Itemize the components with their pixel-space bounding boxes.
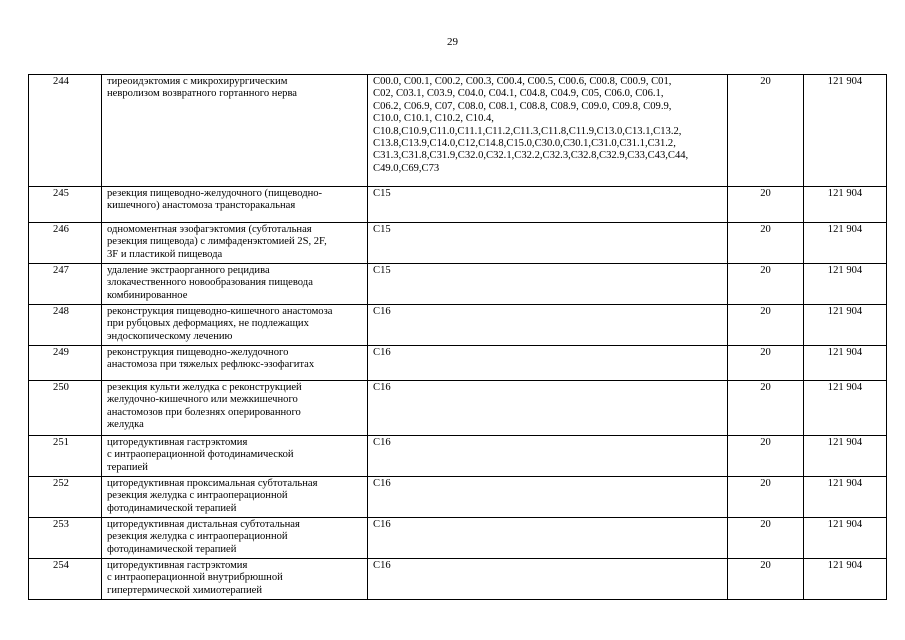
row-number: 250 — [29, 381, 102, 436]
row-number: 249 — [29, 346, 102, 381]
quantity-cell: 20 — [728, 264, 804, 305]
quantity-cell: 20 — [728, 75, 804, 187]
procedure-name: циторедуктивная гастрэктомия с интраоперационной фотодинамической терапией — [102, 436, 368, 477]
procedure-name: циторедуктивная гастрэктомия с интраоперационной внутрибрюшной гипертермической химиотерапией — [102, 559, 368, 600]
table-row — [29, 305, 887, 346]
quantity-cell: 20 — [728, 305, 804, 346]
price-cell: 121 904 — [804, 436, 887, 477]
procedure-name: реконструкция пищеводно-желудочного анастомоза при тяжелых рефлюкс-эзофагитах — [102, 346, 368, 381]
diagnosis-codes: C15 — [368, 223, 728, 264]
procedure-name: резекция культи желудка с реконструкцией желудочно-кишечного или межкишечного анастомозов при болезнях оперированного желудка — [102, 381, 368, 436]
table-row — [29, 223, 887, 264]
table-row — [29, 518, 887, 559]
row-number: 252 — [29, 477, 102, 518]
row-number: 254 — [29, 559, 102, 600]
price-cell: 121 904 — [804, 559, 887, 600]
row-number: 251 — [29, 436, 102, 477]
price-cell: 121 904 — [804, 518, 887, 559]
quantity-cell: 20 — [728, 477, 804, 518]
table-row — [29, 436, 887, 477]
table-row — [29, 381, 887, 436]
quantity-cell: 20 — [728, 223, 804, 264]
row-number: 253 — [29, 518, 102, 559]
table-row — [29, 187, 887, 223]
row-number: 245 — [29, 187, 102, 223]
procedure-name: тиреоидэктомия с микрохирургическим невролизом возвратного гортанного нерва — [102, 75, 368, 187]
quantity-cell: 20 — [728, 518, 804, 559]
price-cell: 121 904 — [804, 346, 887, 381]
procedure-name: резекция пищеводно-желудочного (пищеводно- кишечного) анастомоза трансторакальная — [102, 187, 368, 223]
procedure-name: удаление экстраорганного рецидива злокачественного новообразования пищевода комбинированное — [102, 264, 368, 305]
row-number: 244 — [29, 75, 102, 187]
diagnosis-codes: C16 — [368, 477, 728, 518]
procedure-name: одномоментная эзофагэктомия (субтотальная резекция пищевода) с лимфаденэктомией 2S, 2F, 3F и пластикой пищевода — [102, 223, 368, 264]
diagnosis-codes: C15 — [368, 264, 728, 305]
price-cell: 121 904 — [804, 75, 887, 187]
table-row — [29, 477, 887, 518]
diagnosis-codes: C16 — [368, 381, 728, 436]
procedure-name: реконструкция пищеводно-кишечного анастомоза при рубцовых деформациях, не подлежащих эндоскопическому лечению — [102, 305, 368, 346]
diagnosis-codes: C15 — [368, 187, 728, 223]
diagnosis-codes: C16 — [368, 518, 728, 559]
price-cell: 121 904 — [804, 477, 887, 518]
diagnosis-codes: C00.0, C00.1, C00.2, C00.3, C00.4, C00.5, C00.6, C00.8, C00.9, C01, C02, C03.1, C03.9, C04.0, C04.1, C04.8, C04.9, C05, C06.0, C06.1, C06.2, C06.9, C07, C08.0, C08.1, C08.8, C08.9, C09.0, C09.8, C09.9, C10.0, C10.1, C10.2, C10.4, C10.8,C10.9,C11.0,C11.1,C11.2,C11.3,C11.8,C11.9,C13.0,C13.1,C13.2, C13.8,C13.9,C14.0,C12,C14.8,C15.0,C30.0,C30.1,C31.0,C31.1,C31.2, C31.3,C31.8,C31.9,C32.0,C32.1,C32.2,C32.3,C32.8,C32.9,C33,C43,C44, C49.0,C69,C73 — [368, 75, 728, 187]
row-number: 248 — [29, 305, 102, 346]
quantity-cell: 20 — [728, 346, 804, 381]
procedures-table — [28, 74, 887, 600]
quantity-cell: 20 — [728, 381, 804, 436]
diagnosis-codes: C16 — [368, 436, 728, 477]
table-row — [29, 559, 887, 600]
procedure-name: циторедуктивная дистальная субтотальная резекция желудка с интраоперационной фотодинамической терапией — [102, 518, 368, 559]
table-row — [29, 346, 887, 381]
diagnosis-codes: C16 — [368, 559, 728, 600]
diagnosis-codes: C16 — [368, 305, 728, 346]
price-cell: 121 904 — [804, 305, 887, 346]
price-cell: 121 904 — [804, 187, 887, 223]
procedure-name: циторедуктивная проксимальная субтотальная резекция желудка с интраоперационной фотодинамической терапией — [102, 477, 368, 518]
row-number: 246 — [29, 223, 102, 264]
page-number: 29 — [447, 36, 458, 48]
price-cell: 121 904 — [804, 223, 887, 264]
price-cell: 121 904 — [804, 264, 887, 305]
table-row — [29, 264, 887, 305]
quantity-cell: 20 — [728, 436, 804, 477]
price-cell: 121 904 — [804, 381, 887, 436]
diagnosis-codes: C16 — [368, 346, 728, 381]
quantity-cell: 20 — [728, 559, 804, 600]
row-number: 247 — [29, 264, 102, 305]
quantity-cell: 20 — [728, 187, 804, 223]
table-row — [29, 75, 887, 187]
